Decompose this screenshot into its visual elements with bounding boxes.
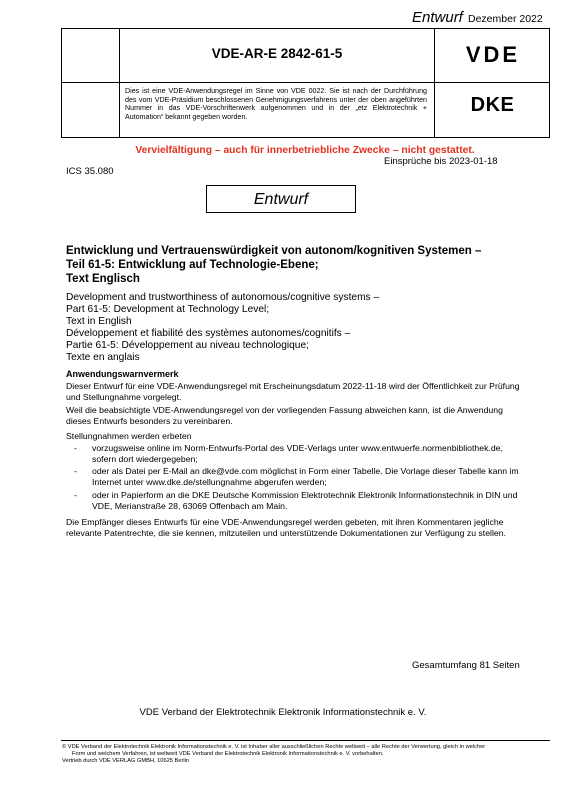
title-en-line-3: Text in English xyxy=(66,316,132,327)
document-number: VDE-AR-E 2842-61-5 xyxy=(211,46,343,61)
title-en-line-1: Development and trustworthiness of autonomous/cognitive systems – xyxy=(66,292,380,303)
total-pages: Gesamtumfang 81 Seiten xyxy=(412,660,520,671)
objection-deadline: Einsprüche bis 2023-01-18 xyxy=(384,156,498,167)
title-fr-line-3: Texte en anglais xyxy=(66,352,140,363)
intro-text: Dies ist eine VDE-Anwendungsregel im Sinne von VDE 0022. Sie ist nach der Durchführung des vom VDE-Präsidium beschlossenen Genehmigungsverfahrens unter der oben angeführten Nummer in das VDE-Vorschriftenwerk aufgenommen und in der „etz Elektrotechnik + Automation“ bekannt gegeben worden. xyxy=(125,87,427,121)
copyright-notice xyxy=(62,744,550,765)
warning-paragraph-3: Stellungnahmen werden erbeten xyxy=(66,431,192,441)
title-fr-line-1: Développement et fiabilité des systèmes autonomes/cognitifs – xyxy=(66,328,351,339)
list-bullet: - xyxy=(74,490,77,500)
dke-label: DKE xyxy=(470,94,515,116)
header-draft-label: Entwurf xyxy=(412,9,463,26)
list-bullet: - xyxy=(74,443,77,453)
title-french xyxy=(66,328,506,364)
list-bullet: - xyxy=(74,466,77,476)
title-fr-line-2: Partie 61-5: Développement au niveau technologique; xyxy=(66,340,309,351)
title-en-line-2: Part 61-5: Development at Technology Level; xyxy=(66,304,270,315)
warning-paragraph-2: Weil die beabsichtigte VDE-Anwendungsregel von der vorliegenden Fassung abweichen kann, ist die Anwendung dieses Entwurfs besonders zu vereinbaren. xyxy=(66,405,503,426)
title-de-line-1: Entwicklung und Vertrauenswürdigkeit von autonom/kognitiven Systemen – xyxy=(66,245,482,257)
vde-logo-text: VDE xyxy=(465,43,521,65)
copy-warning: Vervielfältigung – auch für innerbetriebliche Zwecke – nicht gestattet. xyxy=(135,145,475,156)
application-warning-heading: Anwendungswarnvermerk xyxy=(66,369,179,379)
vde-logo xyxy=(443,43,543,65)
masthead-divider-middle xyxy=(61,82,550,83)
footer-divider xyxy=(61,740,550,741)
footer-organization: VDE Verband der Elektrotechnik Elektronik Informationstechnik e. V. xyxy=(139,707,427,718)
list-item-text: oder in Papierform an die DKE Deutsche Kommission Elektrotechnik Elektronik Informationstechnik in DIN und VDE, Merianstraße 28, 63069 Offenbach am Main. xyxy=(92,490,518,511)
title-german xyxy=(66,245,506,286)
title-de-line-2: Teil 61-5: Entwicklung auf Technologie-Ebene; xyxy=(66,258,319,271)
list-item-text: vorzugsweise online im Norm-Entwurfs-Portal des VDE-Verlags unter www.entwuerfe.normenbibliothek.de, sofern dort wiedergegeben; xyxy=(92,443,503,464)
copyright-line-2: Form und welchem Verfahren, ist weltweit VDE Verband der Elektrotechnik Elektronik Informationstechnik e. V. vorbehalten. xyxy=(72,751,384,757)
warning-paragraph-1: Dieser Entwurf für eine VDE-Anwendungsregel mit Erscheinungsdatum 2022-11-18 wird der Öffentlichkeit zur Prüfung und Stellungnahme vorgelegt. xyxy=(66,381,520,402)
title-english xyxy=(66,292,506,328)
copyright-line-1: © VDE Verband der Elektrotechnik Elektronik Informationstechnik e. V. ist Inhaber aller ausschließlichen Rechte weltweit – alle Rechte der Verwertung, gleich in welcher xyxy=(62,744,486,750)
draft-box: Entwurf xyxy=(206,185,356,213)
ics-code: ICS 35.080 xyxy=(66,166,114,177)
header-date: Dezember 2022 xyxy=(468,13,543,25)
title-de-line-3: Text Englisch xyxy=(66,272,140,285)
distribution-line: Vertrieb durch VDE VERLAG GMBH, 10625 Berlin xyxy=(62,758,190,764)
warning-paragraph-4: Die Empfänger dieses Entwurfs für eine VDE-Anwendungsregel werden gebeten, mit ihren Kommentaren jegliche relevante Patentrechte, die sie kennen, mitzuteilen und unterstützende Dokumentationen zur Verfügung zu stellen. xyxy=(66,517,506,538)
list-item-text: oder als Datei per E-Mail an dke@vde.com möglichst in Form einer Tabelle. Die Vorlage dieser Tabelle kann im Internet unter www.dke.de/stellungnahme abgerufen werden; xyxy=(92,466,519,487)
